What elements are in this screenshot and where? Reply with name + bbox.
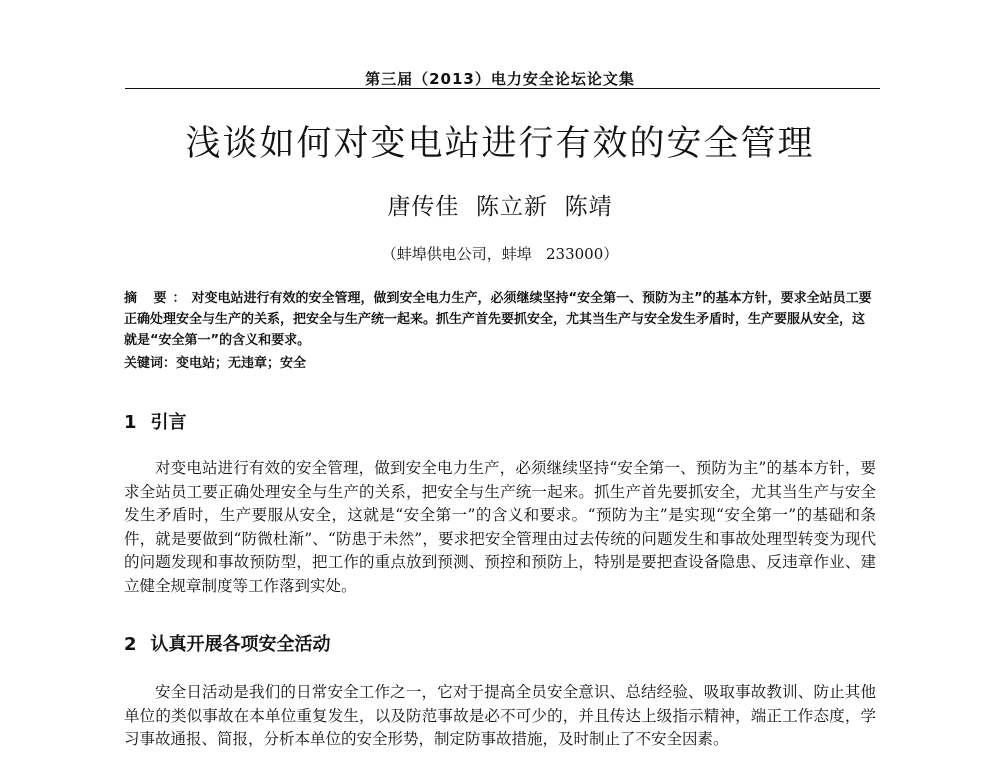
safety-activities-paragraph: 安全日活动是我们的日常安全工作之一，它对于提高全员安全意识、总结经验、吸取事故教训、防止其他单位的类似事故在本单位重复发生，以及防范事故是必不可少的，并且传达上级指示精神，端正工作态度，学习事故通报、简报，分析本单位的安全形势，制定防事故措施，及时制止了不安全因素。 — [124, 683, 876, 748]
section-number: 2 — [124, 634, 137, 655]
paper-title: 浅谈如何对变电站进行有效的安全管理 — [185, 124, 815, 164]
abstract-text: 对变电站进行有效的安全管理，做到安全电力生产，必须继续坚持“安全第一、预防为主”的基本方针，要求全站员工要正确处理安全与生产的关系，把安全与生产统一起来。抓生产首先要抓安全，尤其当生产与安全发生矛盾时，生产要服从安全，这就是“安全第一”的含义和要求。 — [124, 291, 872, 348]
section-title: 认真开展各项安全活动 — [150, 634, 331, 655]
section-title: 引言 — [150, 412, 187, 433]
keywords-text: 变电站；无违章；安全 — [176, 356, 307, 371]
introduction-paragraph: 对变电站进行有效的安全管理，做到安全电力生产，必须继续坚持“安全第一、预防为主”的基本方针，要求全站员工要正确处理安全与生产的关系，把安全与生产统一起来。抓生产首先要抓安全，尤其当生产与安全发生矛盾时，生产要服从安全，这就是“安全第一”的含义和要求。“预防为主”是实现“安全第一”的基础和条件，就是要做到“防微杜渐”、“防患于未然”，要求把安全管理由过去传统的问题发生和事故处理型转变为现代的问题发现和事故预防型，把工作的重点放到预测、预控和预防上，特别是要把查设备隐患、反违章作业、建立健全规章制度等工作落到实处。 — [124, 459, 876, 595]
abstract — [124, 288, 876, 351]
section-heading-introduction — [124, 408, 187, 434]
paper-authors: 唐传佳 陈立新 陈靖 — [387, 194, 613, 220]
running-header: 第三届（2013）电力安全论坛论文集 — [365, 70, 635, 88]
keywords-label: 关键词： — [124, 356, 177, 371]
section-heading-safety-activities — [124, 630, 331, 656]
header-rule — [125, 88, 880, 89]
abstract-label: 摘 要： — [124, 291, 192, 306]
section-number: 1 — [124, 412, 137, 433]
paper-affiliation: （蚌埠供电公司，蚌埠 233000） — [381, 245, 619, 263]
keywords — [124, 352, 876, 371]
